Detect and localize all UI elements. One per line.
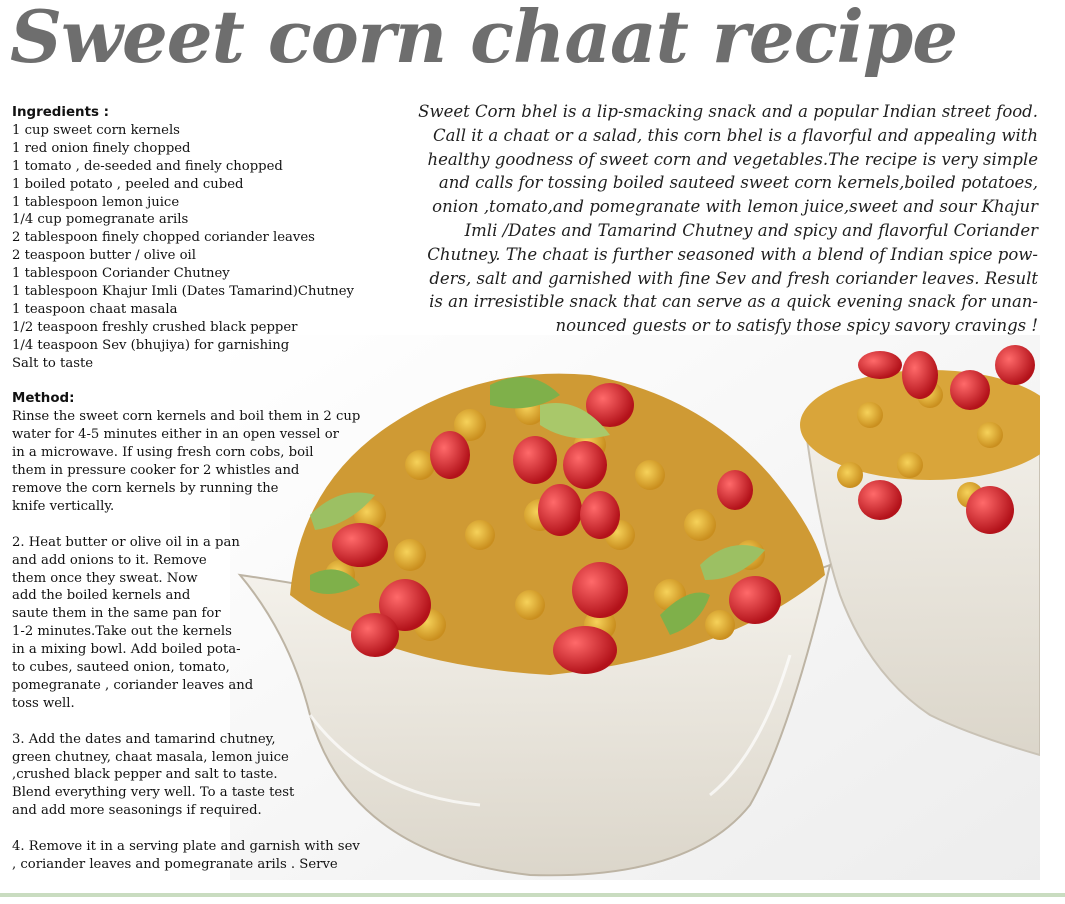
method-line: Rinse the sweet corn kernels and boil them in 2 cup [12, 409, 361, 425]
method-line: them once they sweat. Now [12, 570, 198, 586]
intro-line: healthy goodness of sweet corn and vegetables.The recipe is very simple [427, 149, 1038, 169]
intro-line: Imli /Dates and Tamarind Chutney and spicy and flavorful Coriander [464, 220, 1038, 240]
intro-line: Chutney. The chaat is further seasoned with a blend of Indian spice pow- [427, 244, 1038, 264]
method-line: 2. Heat butter or olive oil in a pan [12, 534, 240, 550]
ingredient-item: 1 tablespoon Khajur Imli (Dates Tamarind)Chutney [12, 284, 354, 300]
ingredient-item: Salt to taste [12, 355, 94, 371]
method-line: them in pressure cooker for 2 whistles and [12, 463, 300, 479]
ingredient-item: 1 teaspoon chaat masala [12, 301, 178, 317]
method-line: pomegranate , coriander leaves and [12, 677, 254, 693]
intro-line: nounced guests or to satisfy those spicy savory cravings ! [555, 316, 1038, 336]
method-step-2 [12, 534, 372, 713]
ingredient-item: 1 tablespoon Coriander Chutney [12, 266, 230, 282]
method-line: in a microwave. If using fresh corn cobs, boil [12, 445, 314, 461]
method-step-1 [12, 408, 372, 515]
intro-line: Call it a chaat or a salad, this corn bhel is a flavorful and appealing with [433, 125, 1038, 145]
intro-line: and calls for tossing boiled sauteed sweet corn kernels,boiled potatoes, [438, 173, 1038, 193]
method-line: Blend everything very well. To a taste test [12, 785, 295, 801]
ingredient-item: 1 tablespoon lemon juice [12, 194, 180, 210]
intro-paragraph [378, 100, 1038, 338]
method-line: toss well. [12, 695, 75, 711]
ingredient-item: 1 tomato , de-seeded and finely chopped [12, 158, 283, 174]
ingredient-item: 1 cup sweet corn kernels [12, 122, 180, 138]
intro-line: is an irresistible snack that can serve as a quick evening snack for unan- [429, 292, 1038, 312]
method-line: 4. Remove it in a serving plate and garnish with sev [12, 839, 360, 855]
method-line: ,crushed black pepper and salt to taste. [12, 767, 278, 783]
ingredient-item: 1 boiled potato , peeled and cubed [12, 176, 244, 192]
method-heading: Method: [12, 391, 75, 407]
method-line: water for 4-5 minutes either in an open vessel or [12, 427, 339, 443]
method-line: add the boiled kernels and [12, 588, 191, 604]
method-line: and add onions to it. Remove [12, 552, 207, 568]
intro-line: onion ,tomato,and pomegranate with lemon juice,sweet and sour Khajur [432, 197, 1038, 217]
method-line: 1-2 minutes.Take out the kernels [12, 624, 232, 640]
ingredient-item: 1/4 cup pomegranate arils [12, 212, 189, 228]
method-line: 3. Add the dates and tamarind chutney, [12, 731, 276, 747]
method-step-4 [12, 838, 372, 874]
ingredient-item: 1/4 teaspoon Sev (bhujiya) for garnishing [12, 337, 290, 353]
method-line: saute them in the same pan for [12, 606, 221, 622]
method-line: , coriander leaves and pomegranate arils . Serve [12, 857, 338, 872]
method-line: to cubes, sauteed onion, tomato, [12, 660, 230, 676]
ingredient-item: 2 tablespoon finely chopped coriander leaves [12, 230, 315, 246]
ingredients-heading: Ingredients : [12, 105, 109, 120]
method-line: and add more seasonings if required. [12, 803, 262, 819]
method-line: in a mixing bowl. Add boiled pota- [12, 642, 241, 658]
intro-line: ders, salt and garnished with fine Sev and fresh coriander leaves. Result [429, 268, 1038, 288]
method-line: green chutney, chaat masala, lemon juice [12, 749, 289, 765]
intro-line: Sweet Corn bhel is a lip-smacking snack and a popular Indian street food. [418, 102, 1038, 121]
method-line: knife vertically. [12, 498, 115, 514]
ingredient-item: 1 red onion finely chopped [12, 140, 191, 156]
ingredients-list [12, 122, 372, 373]
method-line: remove the corn kernels by running the [12, 481, 279, 497]
ingredient-item: 2 teaspoon butter / olive oil [12, 248, 196, 264]
recipe-column [12, 104, 372, 874]
method-step-3 [12, 731, 372, 821]
page-title: Sweet corn chaat recipe [10, 0, 958, 79]
bottom-rule [0, 893, 1065, 897]
ingredient-item: 1/2 teaspoon freshly crushed black pepper [12, 319, 298, 335]
